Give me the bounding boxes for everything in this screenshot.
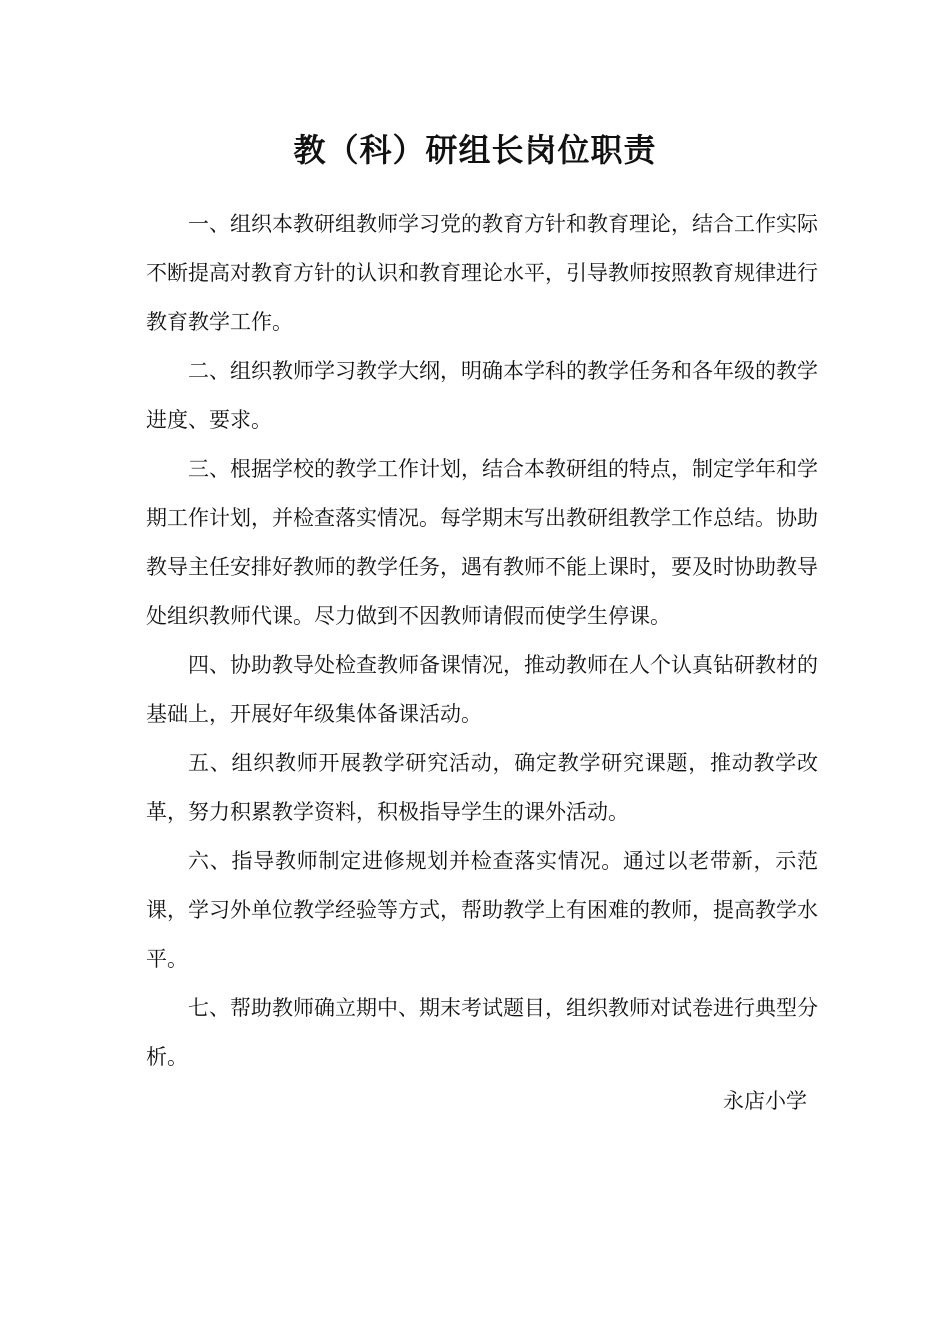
paragraph-7: 七、帮助教师确立期中、期末考试题目，组织教师对试卷进行典型分析。 xyxy=(146,996,818,1069)
signature-school: 永店小学 xyxy=(723,1089,807,1113)
document-body xyxy=(146,200,818,1082)
paragraph-2: 二、组织教师学习教学大纲，明确本学科的教学任务和各年级的教学进度、要求。 xyxy=(146,359,818,432)
paragraph-1: 一、组织本教研组教师学习党的教育方针和教育理论，结合工作实际不断提高对教育方针的认识和教育理论水平，引导教师按照教育规律进行教育教学工作。 xyxy=(146,212,818,334)
paragraph-5: 五、组织教师开展教学研究活动，确定教学研究课题，推动教学改革，努力积累教学资料，积极指导学生的课外活动。 xyxy=(146,751,818,824)
document-title: 教（科）研组长岗位职责 xyxy=(293,131,657,169)
paragraph-3: 三、根据学校的教学工作计划，结合本教研组的特点，制定学年和学期工作计划，并检查落实情况。每学期末写出教研组教学工作总结。协助教导主任安排好教师的教学任务，遇有教师不能上课时，要及时协助教导处组织教师代课。尽力做到不因教师请假而使学生停课。 xyxy=(146,457,818,628)
paragraph-6: 六、指导教师制定进修规划并检查落实情况。通过以老带新，示范课，学习外单位教学经验等方式，帮助教学上有困难的教师，提高教学水平。 xyxy=(146,849,818,971)
paragraph-4: 四、协助教导处检查教师备课情况，推动教师在人个认真钻研教材的基础上，开展好年级集体备课活动。 xyxy=(146,653,818,726)
